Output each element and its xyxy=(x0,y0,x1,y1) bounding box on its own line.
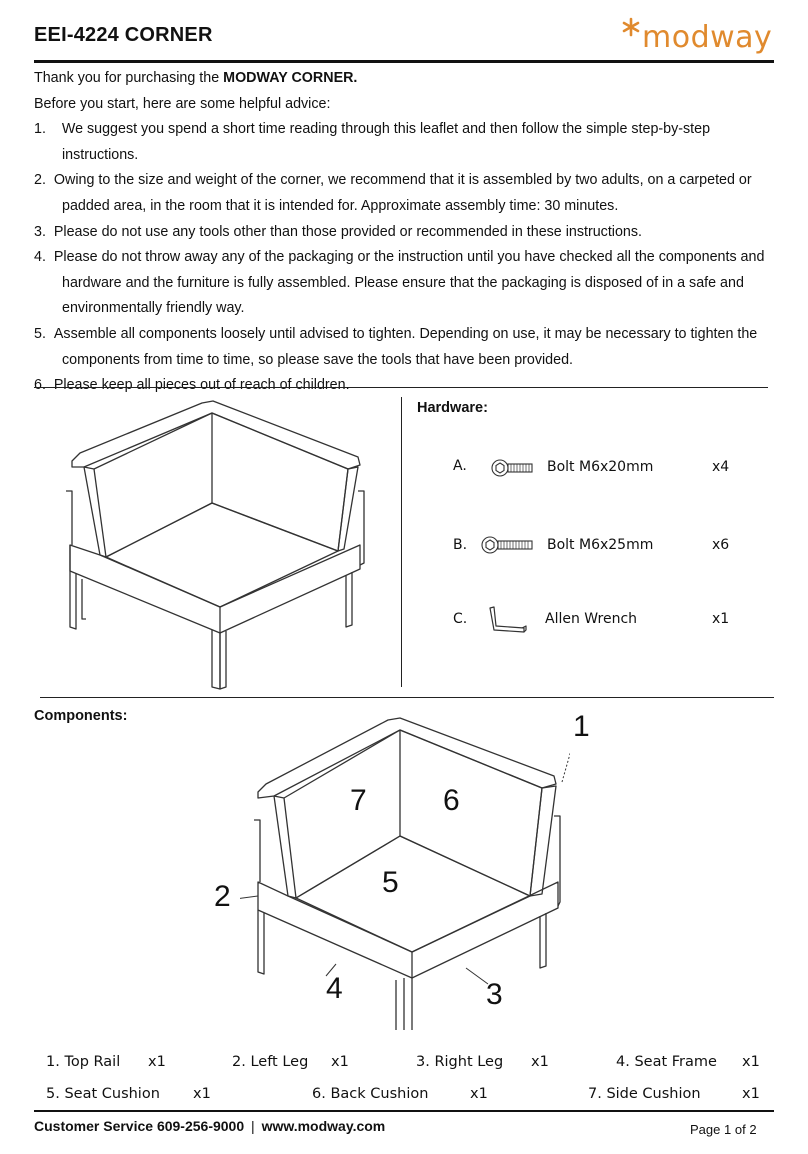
components-illustration xyxy=(240,710,570,1030)
page-label: Page xyxy=(690,1122,721,1137)
part-qty: x1 xyxy=(148,1054,166,1070)
thanks-line xyxy=(34,66,779,92)
header-rule xyxy=(34,60,774,63)
part-qty: x1 xyxy=(531,1054,549,1070)
hardware-letter: C. xyxy=(453,611,468,627)
part-qty: x1 xyxy=(742,1054,760,1070)
advice-item xyxy=(34,168,779,219)
section-rule xyxy=(40,697,774,698)
hardware-title: Hardware: xyxy=(417,400,488,416)
asterisk-icon xyxy=(624,19,638,35)
callout-label: 5 xyxy=(382,866,399,899)
customer-service: Customer Service 609-256-9000 xyxy=(34,1118,245,1134)
advice-num: 2. xyxy=(34,172,46,189)
footer-separator: | xyxy=(251,1118,255,1134)
advice-num: 6. xyxy=(34,377,46,394)
advice-item xyxy=(34,322,779,373)
hardware-letter: A. xyxy=(453,458,467,474)
document-title: EEI-4224 CORNER xyxy=(34,24,213,46)
advice-line: Before you start, here are some helpful advice: xyxy=(34,95,331,112)
hardware-name: Allen Wrench xyxy=(545,611,638,627)
part-name: 6. Back Cushion xyxy=(312,1086,429,1102)
page-total: 2 xyxy=(749,1122,757,1137)
footer-rule xyxy=(34,1110,774,1112)
website-link[interactable]: www.modway.com xyxy=(261,1118,386,1134)
part-qty: x1 xyxy=(193,1086,211,1102)
part-qty: x1 xyxy=(331,1054,349,1070)
footer-contact xyxy=(34,1118,385,1134)
advice-num: 3. xyxy=(34,223,46,240)
section-divider xyxy=(401,397,402,687)
advice-item xyxy=(34,117,779,168)
part-name: 5. Seat Cushion xyxy=(46,1086,160,1102)
part-name: 7. Side Cushion xyxy=(588,1086,701,1102)
part-name: 1. Top Rail xyxy=(46,1054,121,1070)
intro-section xyxy=(34,66,779,399)
modway-logo xyxy=(618,14,778,54)
advice-item xyxy=(34,220,779,246)
hardware-letter: B. xyxy=(453,537,468,553)
page-number: 1 xyxy=(724,1122,732,1137)
thanks-product: MODWAY CORNER. xyxy=(223,70,358,86)
section-rule xyxy=(34,387,768,388)
advice-num: 1. xyxy=(34,121,46,138)
hardware-qty: x6 xyxy=(712,537,730,553)
thanks-prefix: Thank you for purchasing the xyxy=(34,70,224,86)
components-title: Components: xyxy=(34,708,128,724)
callout-label: 6 xyxy=(443,784,460,817)
part-qty: x1 xyxy=(470,1086,488,1102)
hardware-name: Bolt M6x20mm xyxy=(547,459,654,475)
advice-num: 4. xyxy=(34,249,46,266)
page-indicator xyxy=(690,1122,757,1137)
hardware-name: Bolt M6x25mm xyxy=(547,537,654,553)
page-of: of xyxy=(734,1122,746,1137)
advice-num: 5. xyxy=(34,325,46,342)
part-name: 3. Right Leg xyxy=(416,1054,504,1070)
bolt-icon xyxy=(490,457,536,479)
part-name: 2. Left Leg xyxy=(232,1054,309,1070)
callout-label: 7 xyxy=(350,784,367,817)
callout-label: 4 xyxy=(326,972,343,1005)
bolt-icon xyxy=(480,534,536,556)
chair-illustration xyxy=(60,395,370,695)
advice-text: Assemble all components loosely until advised to tighten. Depending on use, it may be necessary to tighten the components from time to time, so please save the tools that have been provided. xyxy=(53,325,758,368)
callout-label: 3 xyxy=(486,978,503,1011)
part-qty: x1 xyxy=(742,1086,760,1102)
allen-wrench-icon xyxy=(486,604,530,636)
callout-label: 1 xyxy=(573,710,590,743)
advice-item xyxy=(34,245,779,322)
advice-text: Please do not use any tools other than those provided or recommended in these instructions. xyxy=(53,223,643,240)
logo-text: modway xyxy=(642,20,773,54)
hardware-qty: x4 xyxy=(712,459,730,475)
hardware-qty: x1 xyxy=(712,611,730,627)
part-name: 4. Seat Frame xyxy=(616,1054,717,1070)
advice-text: Owing to the size and weight of the corner, we recommend that it is assembled by two adults, on a carpeted or padded area, in the room that it is intended for. Approximate assembly time: 30 minutes. xyxy=(53,172,752,214)
callout-label: 2 xyxy=(214,880,231,913)
advice-text: We suggest you spend a short time reading through this leaflet and then follow the simple step-by-step instructions. xyxy=(61,121,711,163)
advice-text: Please do not throw away any of the packaging or the instruction until you have checked all the components and hardware and the furniture is fully assembled. Please ensure that the packaging is disposed of in a safe and environmentally friendly way. xyxy=(53,249,765,317)
advice-text: Please keep all pieces out of reach of children. xyxy=(53,377,350,394)
